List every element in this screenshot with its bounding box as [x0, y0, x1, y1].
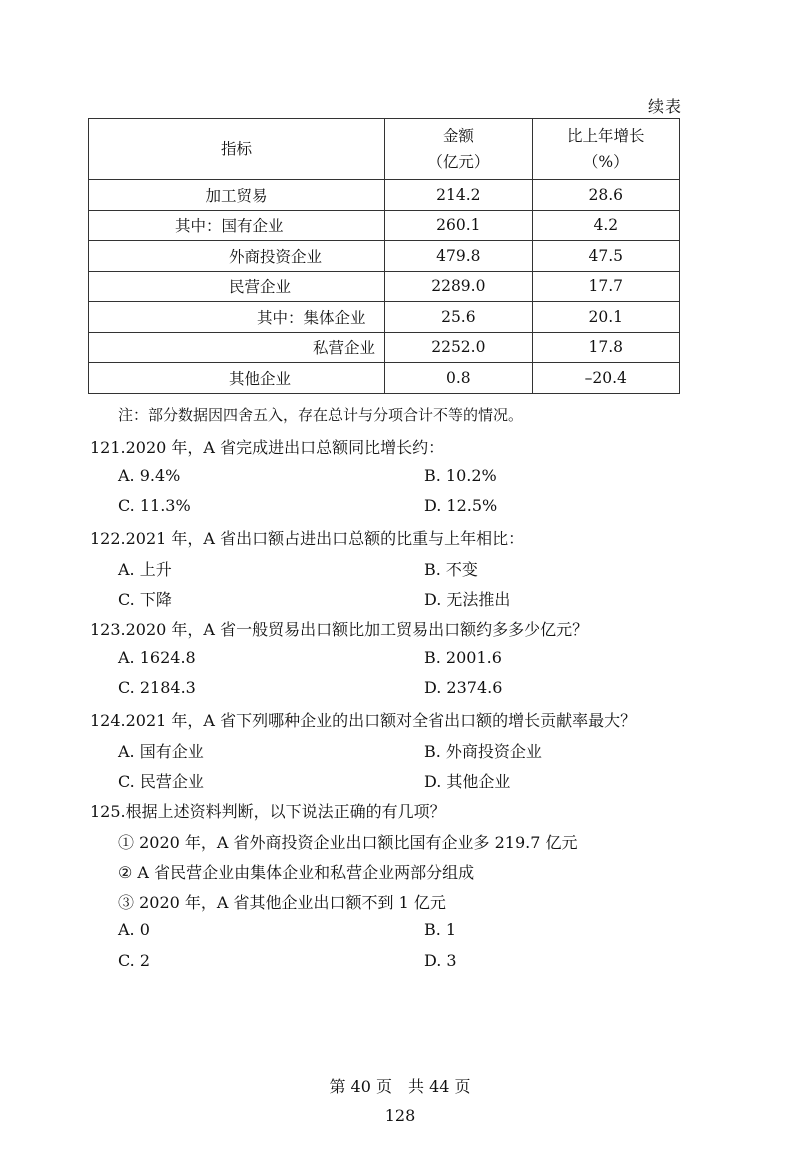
- row-amount: 479.8: [385, 241, 533, 272]
- row-amount: 25.6: [385, 302, 533, 333]
- row-amount: 2289.0: [385, 271, 533, 302]
- header-growth-label: 比上年增长: [567, 127, 645, 145]
- table-row: [89, 241, 680, 272]
- question-125-option-d[interactable]: D. 3: [424, 951, 457, 970]
- question-123-option-b[interactable]: B. 2001.6: [424, 648, 502, 667]
- question-124-option-c[interactable]: C. 民营企业: [118, 772, 204, 791]
- row-growth: –20.4: [532, 363, 679, 394]
- question-125-statement-2: ② A 省民营企业由集体企业和私营企业两部分组成: [118, 863, 475, 882]
- question-125-option-c[interactable]: C. 2: [118, 951, 151, 970]
- table-row: [89, 363, 680, 394]
- header-growth: [532, 119, 679, 180]
- header-amount-label: 金额: [442, 127, 474, 145]
- header-indicator: 指标: [89, 119, 385, 180]
- row-amount: 2252.0: [385, 332, 533, 363]
- row-label: 加工贸易: [205, 186, 268, 205]
- question-123-option-a[interactable]: A. 1624.8: [118, 648, 196, 667]
- page-number: 128: [384, 1106, 416, 1125]
- question-121-option-c[interactable]: C. 11.3%: [118, 496, 191, 515]
- table-row: [89, 302, 680, 333]
- header-amount-unit: （亿元）: [427, 153, 490, 171]
- question-124-option-b[interactable]: B. 外商投资企业: [424, 742, 542, 761]
- question-121-stem: 121.2020 年，A 省完成进出口总额同比增长约：: [90, 438, 445, 457]
- row-label: 民营企业: [229, 278, 292, 297]
- row-amount: 260.1: [385, 210, 533, 241]
- row-growth: 28.6: [532, 180, 679, 211]
- row-label: 其他企业: [229, 369, 292, 388]
- row-growth: 20.1: [532, 302, 679, 333]
- row-label: 其中：国有企业: [175, 217, 284, 236]
- continued-table-label: 续表: [648, 97, 683, 116]
- row-label: 其中：集体企业: [257, 308, 366, 327]
- row-growth: 4.2: [532, 210, 679, 241]
- table-row: [89, 271, 680, 302]
- question-122-option-a[interactable]: A. 上升: [118, 560, 172, 579]
- data-table: [88, 118, 680, 394]
- row-label: 私营企业: [313, 339, 376, 358]
- table-row: [89, 210, 680, 241]
- question-125-statement-1: ① 2020 年，A 省外商投资企业出口额比国有企业多 219.7 亿元: [118, 833, 578, 852]
- question-122-option-c[interactable]: C. 下降: [118, 590, 172, 609]
- question-121-option-d[interactable]: D. 12.5%: [424, 496, 498, 515]
- row-growth: 47.5: [532, 241, 679, 272]
- question-124-stem: 124.2021 年，A 省下列哪种企业的出口额对全省出口额的增长贡献率最大？: [90, 711, 637, 730]
- question-122-stem: 122.2021 年，A 省出口额占进出口总额的比重与上年相比：: [90, 529, 525, 548]
- header-amount: [385, 119, 533, 180]
- question-122-option-d[interactable]: D. 无法推出: [424, 590, 511, 609]
- question-125-option-a[interactable]: A. 0: [118, 920, 150, 939]
- question-125-option-b[interactable]: B. 1: [424, 920, 457, 939]
- question-125-stem: 125.根据上述资料判断，以下说法正确的有几项？: [90, 802, 446, 821]
- question-121-option-b[interactable]: B. 10.2%: [424, 466, 497, 485]
- table-note: 注：部分数据因四舍五入，存在总计与分项合计不等的情况。: [118, 406, 524, 424]
- row-growth: 17.7: [532, 271, 679, 302]
- row-label: 外商投资企业: [229, 247, 323, 266]
- row-amount: 0.8: [385, 363, 533, 394]
- question-124-option-a[interactable]: A. 国有企业: [118, 742, 204, 761]
- question-121-option-a[interactable]: A. 9.4%: [118, 466, 181, 485]
- table-row: [89, 332, 680, 363]
- row-growth: 17.8: [532, 332, 679, 363]
- question-125-statement-3: ③ 2020 年，A 省其他企业出口额不到 1 亿元: [118, 893, 446, 912]
- question-122-option-b[interactable]: B. 不变: [424, 560, 478, 579]
- page-label: 第 40 页 共 44 页: [329, 1077, 471, 1096]
- table-header-row: [89, 119, 680, 180]
- row-amount: 214.2: [385, 180, 533, 211]
- question-123-option-c[interactable]: C. 2184.3: [118, 678, 196, 697]
- question-124-option-d[interactable]: D. 其他企业: [424, 772, 511, 791]
- header-growth-unit: （%）: [582, 153, 629, 171]
- question-123-option-d[interactable]: D. 2374.6: [424, 678, 503, 697]
- question-123-stem: 123.2020 年，A 省一般贸易出口额比加工贸易出口额约多多少亿元？: [90, 620, 589, 639]
- table-row: [89, 180, 680, 211]
